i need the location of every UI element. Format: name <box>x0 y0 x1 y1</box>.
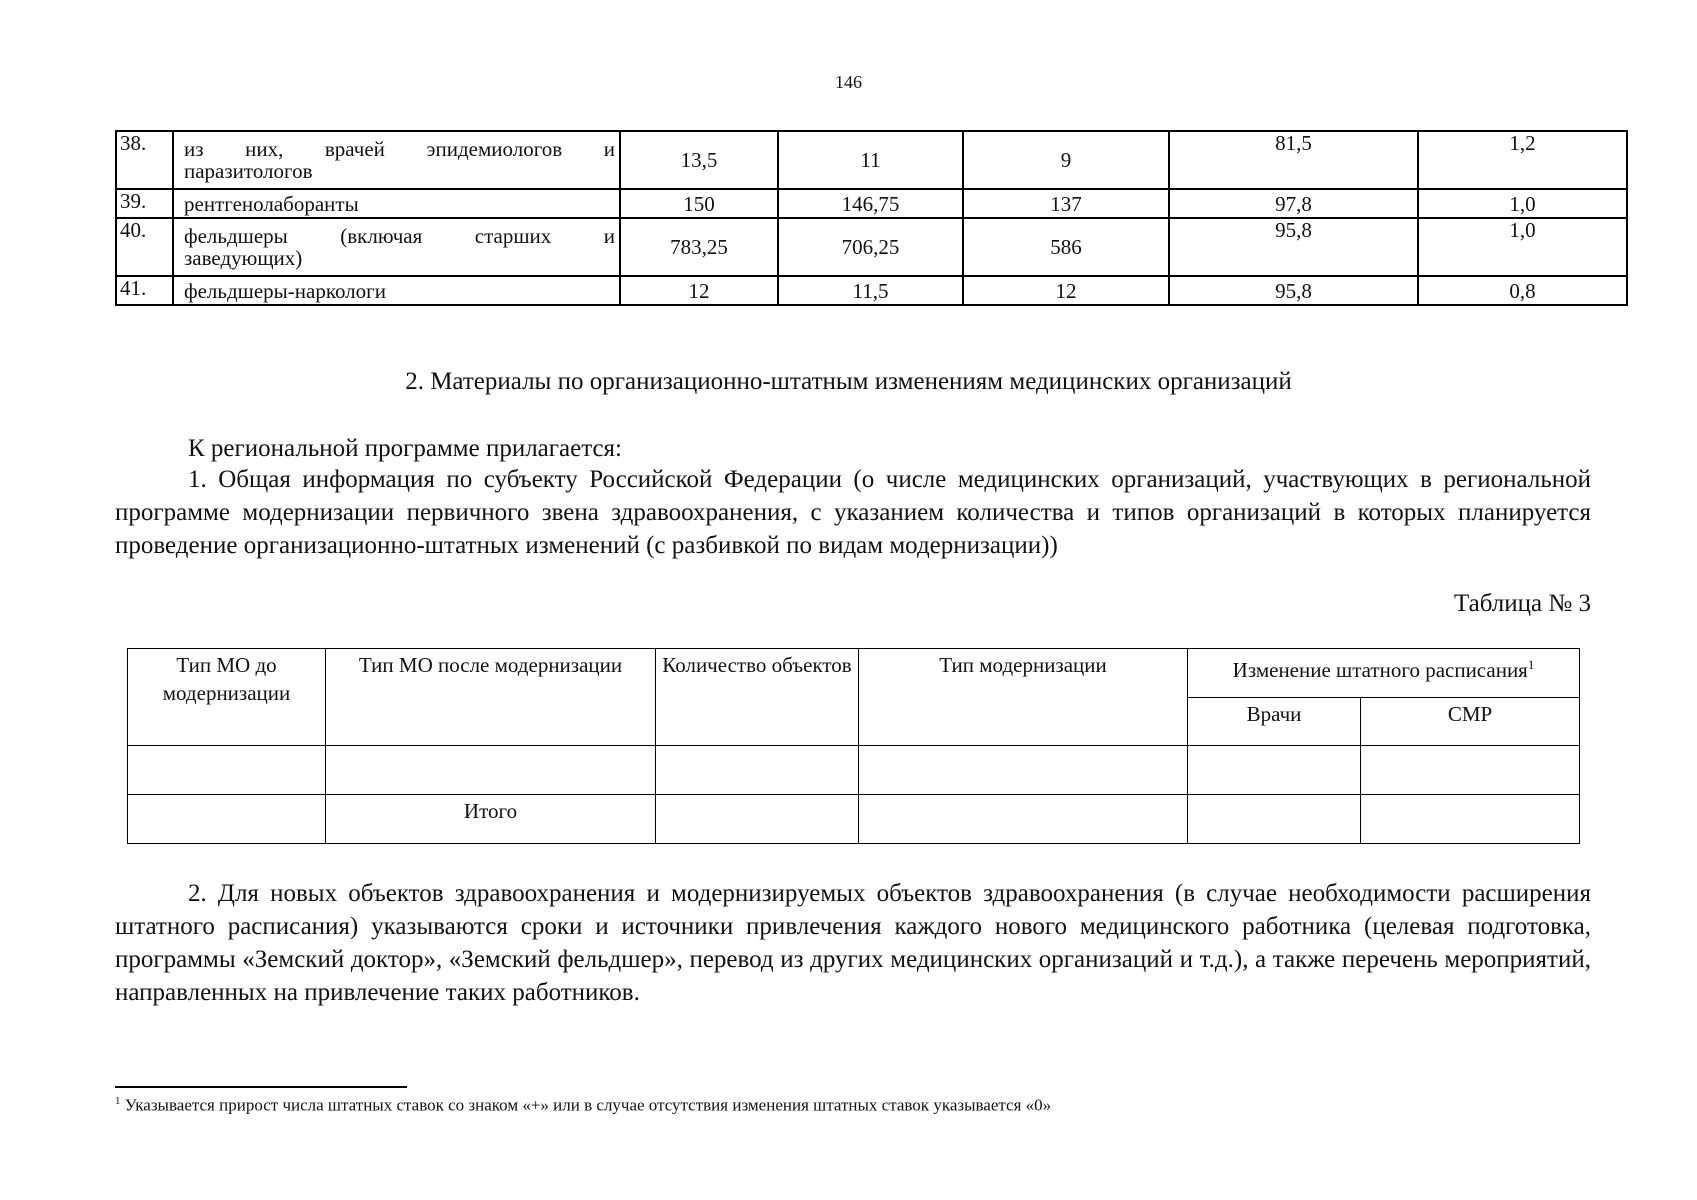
row-value: 97,8 <box>1169 189 1418 218</box>
footnote-mark: 1 <box>1527 657 1535 672</box>
row-value: 13,5 <box>620 131 778 189</box>
table-row <box>116 131 1627 189</box>
row-value: 11,5 <box>778 276 963 305</box>
table-cell <box>326 746 656 795</box>
modernization-table <box>127 648 1580 844</box>
paragraph-2: 2. Для новых объектов здравоохранения и модернизируемых объектов здравоохранения (в случае необходимости расширения штатного расписания) указываются сроки и источники привлечения каждого нового медицинского работника (целевая подготовка, программы «Земский доктор», «Земский фельдшер», перевод из других медицинских организаций и т.д.), а также перечень мероприятий, направленных на привлечение таких работников. <box>115 880 1591 1006</box>
row-value: 12 <box>620 276 778 305</box>
table-total-row <box>128 795 1580 844</box>
row-name-line: заведующих) <box>184 246 303 270</box>
row-name-line: паразитологов <box>184 159 313 183</box>
row-value: 1,2 <box>1418 131 1627 189</box>
table-row <box>116 189 1627 218</box>
row-value: 586 <box>963 218 1169 276</box>
table-cell <box>1188 795 1361 844</box>
footnote-text: Указывается прирост числа штатных ставок со знаком «+» или в случае отсутствия изменения штатных ставок указывается «0» <box>120 1095 1052 1115</box>
total-label: Итого <box>326 795 656 844</box>
table-cell <box>1188 746 1361 795</box>
page-number: 146 <box>835 72 862 92</box>
table-cell <box>128 795 326 844</box>
row-name <box>173 218 620 276</box>
row-value: 783,25 <box>620 218 778 276</box>
row-index: 39. <box>116 189 173 218</box>
row-value: 150 <box>620 189 778 218</box>
footnote <box>115 1095 1051 1116</box>
header-staff-change-label: Изменение штатного расписания <box>1232 658 1528 682</box>
row-value: 1,0 <box>1418 218 1627 276</box>
row-index: 41. <box>116 276 173 305</box>
table-row <box>116 218 1627 276</box>
row-value: 95,8 <box>1169 218 1418 276</box>
row-value: 81,5 <box>1169 131 1418 189</box>
footnote-divider <box>115 1086 407 1088</box>
table-header-row <box>128 649 1580 698</box>
header-modernization-type: Тип модернизации <box>859 649 1188 746</box>
table-cell <box>859 746 1188 795</box>
row-name-line: из них, врачей эпидемиологов и <box>184 137 615 161</box>
row-value: 95,8 <box>1169 276 1418 305</box>
staff-table <box>115 130 1628 306</box>
row-value: 706,25 <box>778 218 963 276</box>
table-row <box>128 746 1580 795</box>
header-doctors: Врачи <box>1188 698 1361 746</box>
paragraph-1: 1. Общая информация по субъекту Российской Федерации (о числе медицинских организаций, участвующих в региональной программе модернизации первичного звена здравоохранения, с указанием количества и типов организаций в которых планируется проведение организационно-штатных изменений (с разбивкой по видам модернизации)) <box>115 466 1591 559</box>
header-staff-change <box>1188 649 1580 698</box>
row-name <box>173 131 620 189</box>
header-smr: СМР <box>1361 698 1580 746</box>
table-row <box>116 276 1627 305</box>
table-caption: Таблица № 3 <box>1453 590 1591 617</box>
row-value: 146,75 <box>778 189 963 218</box>
row-value: 137 <box>963 189 1169 218</box>
table-cell <box>859 795 1188 844</box>
table-cell <box>656 746 859 795</box>
row-index: 40. <box>116 218 173 276</box>
header-count: Количество объектов <box>656 649 859 746</box>
header-mo-before: Тип МО до модернизации <box>128 649 326 746</box>
footnote-number: 1 <box>115 1095 121 1107</box>
row-value: 0,8 <box>1418 276 1627 305</box>
table-cell <box>656 795 859 844</box>
row-value: 1,0 <box>1418 189 1627 218</box>
table-cell <box>1361 795 1580 844</box>
row-value: 9 <box>963 131 1169 189</box>
row-index: 38. <box>116 131 173 189</box>
row-value: 11 <box>778 131 963 189</box>
header-mo-after: Тип МО после модернизации <box>326 649 656 746</box>
table-cell <box>1361 746 1580 795</box>
section-heading: 2. Материалы по организационно-штатным изменениям медицинских организаций <box>405 368 1292 395</box>
row-name: рентгенолаборанты <box>173 189 620 218</box>
intro-line: К региональной программе прилагается: <box>188 435 622 462</box>
table-cell <box>128 746 326 795</box>
row-value: 12 <box>963 276 1169 305</box>
row-name-line: фельдшеры (включая старших и <box>184 224 615 248</box>
row-name: фельдшеры-наркологи <box>173 276 620 305</box>
